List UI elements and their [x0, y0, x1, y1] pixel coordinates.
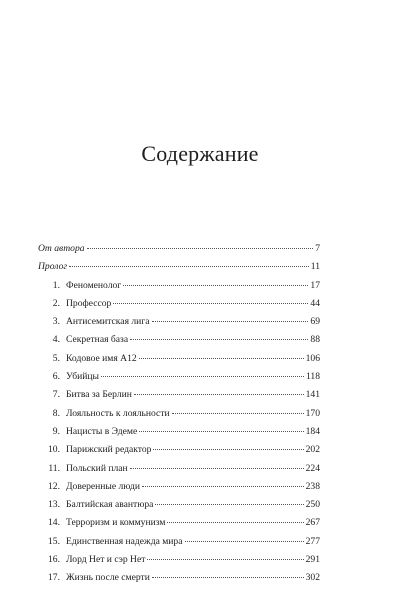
toc-entry	[38, 551, 320, 569]
dot-leader	[113, 303, 308, 304]
toc-entry	[38, 478, 320, 496]
toc-entry-number: 15.	[48, 535, 60, 547]
toc-entry-number: 11.	[48, 462, 60, 474]
toc-entry-number: 13.	[48, 499, 60, 511]
toc-entry-title: Жизнь после смерти	[66, 572, 150, 584]
toc-entry-title: Битва за Берлин	[66, 389, 132, 401]
dot-leader	[185, 541, 304, 542]
toc-entry-title: От автора	[38, 243, 85, 254]
page-title: Содержание	[141, 141, 259, 166]
dot-leader	[147, 559, 303, 560]
toc-entry	[38, 295, 320, 313]
toc-entry-title: Балтийская авантюра	[66, 499, 154, 511]
toc-entry-title: Терроризм и коммунизм	[66, 517, 166, 529]
toc-entry-title: Феноменолог	[66, 279, 122, 291]
toc-entry-page: 88	[310, 334, 320, 346]
toc-entry-number: 14.	[48, 517, 60, 529]
toc-entry-page: 17	[310, 279, 320, 291]
toc-entry-page: 238	[305, 480, 320, 492]
dot-leader	[130, 339, 308, 340]
toc-entry-number: 4.	[52, 334, 60, 346]
toc-entry	[38, 533, 320, 551]
toc-entry-page: 69	[310, 316, 320, 328]
toc-entry	[38, 441, 320, 459]
toc-entry-number: 6.	[52, 371, 60, 383]
toc-entry-title: Антисемитская лига	[66, 316, 150, 328]
toc-entry-page: 118	[305, 371, 320, 383]
toc-entry	[38, 277, 320, 295]
dot-leader	[130, 468, 304, 469]
toc-entry	[38, 240, 320, 258]
toc-entry-page: 291	[305, 554, 320, 566]
toc-entry	[38, 514, 320, 532]
toc-entry	[38, 569, 320, 587]
toc-entry-title: Парижский редактор	[66, 444, 152, 456]
dot-leader	[172, 413, 304, 414]
toc-entry-page: 302	[305, 572, 320, 584]
toc-entry-title: Нацисты в Эдеме	[66, 425, 138, 437]
dot-leader	[139, 358, 304, 359]
toc-entry-title: Убийцы	[66, 371, 99, 383]
dot-leader	[167, 522, 303, 523]
toc-entry-number: 2.	[52, 297, 60, 309]
toc-entry-page: 250	[305, 499, 320, 511]
toc-entry	[38, 405, 320, 423]
toc-entry-title: Доверенные люди	[66, 480, 140, 492]
dot-leader	[69, 266, 309, 267]
toc-entry-number: 8.	[52, 407, 60, 419]
toc-entry	[38, 496, 320, 514]
toc-entry-title: Кодовое имя А12	[66, 352, 137, 364]
table-of-contents	[38, 240, 320, 588]
toc-entry-number: 16.	[48, 554, 60, 566]
toc-entry	[38, 386, 320, 404]
dot-leader	[152, 577, 304, 578]
toc-entry-title: Профессор	[66, 297, 112, 309]
toc-entry	[38, 331, 320, 349]
toc-entry-number: 7.	[52, 389, 60, 401]
toc-entry	[38, 368, 320, 386]
toc-entry-number: 5.	[52, 352, 60, 364]
toc-entry-title: Секретная база	[66, 334, 129, 346]
dot-leader	[155, 504, 303, 505]
dot-leader	[153, 449, 303, 450]
toc-entry-page: 7	[315, 243, 320, 254]
dot-leader	[152, 321, 309, 322]
toc-entry-number: 9.	[52, 425, 60, 437]
toc-entry	[38, 258, 320, 276]
toc-entry-title: Единственная надежда мира	[66, 535, 183, 547]
toc-entry-page: 11	[310, 261, 320, 273]
toc-entry	[38, 460, 320, 478]
toc-entry-number: 1.	[52, 279, 60, 291]
dot-leader	[139, 431, 303, 432]
toc-entry-page: 202	[305, 444, 320, 456]
dot-leader	[123, 285, 308, 286]
toc-entry-page: 170	[305, 407, 320, 419]
dot-leader	[101, 376, 304, 377]
toc-entry-number: 12.	[48, 480, 60, 492]
toc-entry	[38, 423, 320, 441]
dot-leader	[134, 394, 304, 395]
toc-entry-page: 224	[305, 462, 320, 474]
toc-entry-page: 44	[310, 297, 320, 309]
toc-entry	[38, 313, 320, 331]
toc-entry-number: 10.	[48, 444, 60, 456]
toc-entry-title: Лорд Нет и сэр Нет	[66, 554, 146, 566]
toc-entry-page: 277	[305, 535, 320, 547]
toc-entry-page: 267	[305, 517, 320, 529]
toc-entry-page: 106	[305, 352, 320, 364]
toc-entry-title: Лояльность к лояльности	[66, 407, 170, 419]
toc-entry-page: 141	[305, 389, 320, 401]
toc-entry	[38, 350, 320, 368]
dot-leader	[87, 248, 314, 249]
toc-entry-number: 3.	[52, 316, 60, 328]
toc-entry-title: Польский план	[66, 462, 128, 474]
toc-entry-page: 184	[305, 425, 320, 437]
toc-entry-title: Пролог	[38, 261, 68, 273]
toc-entry-number: 17.	[48, 572, 60, 584]
dot-leader	[142, 486, 304, 487]
